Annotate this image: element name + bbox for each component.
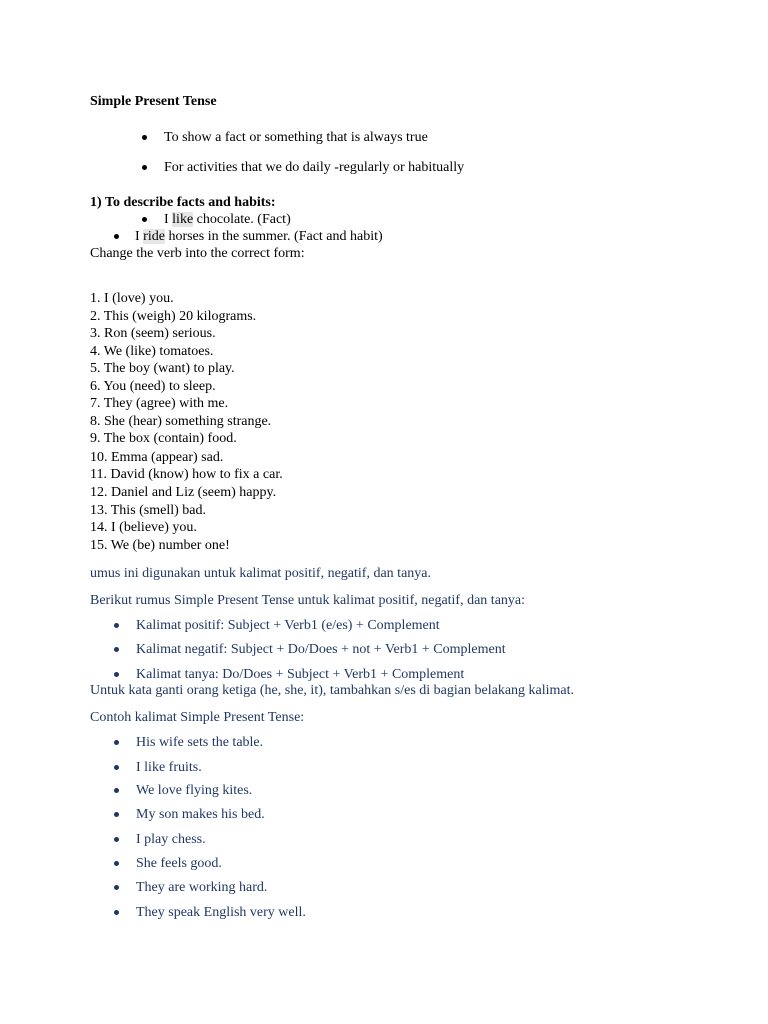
bullet-icon (114, 740, 119, 745)
exercise-item: 2. This (weigh) 20 kilograms. (90, 308, 257, 324)
example-pre: I (164, 212, 173, 227)
exercise-item: 13. This (smell) bad. (90, 502, 207, 518)
example-sentence: We love flying kites. (136, 783, 253, 798)
example-sentence: I play chess. (136, 832, 206, 847)
bullet-icon (114, 788, 119, 793)
bullet-icon (114, 672, 119, 677)
exercise-item: 5. The boy (want) to play. (90, 361, 235, 376)
exercise-item: 14. I (believe) you. (90, 520, 197, 535)
exercise-item: 1. I (love) you. (90, 291, 174, 306)
paragraph: umus ini digunakan untuk kalimat positif, negatif, dan tanya. (90, 566, 431, 581)
exercise-item: 15. We (be) number one! (90, 538, 230, 553)
list-item-text: For activities that we do daily -regularly or habitually (164, 160, 465, 175)
bullet-icon (114, 765, 119, 770)
example-sentence: They are working hard. (136, 880, 268, 895)
formula-text: Kalimat negatif: Subject + Do/Does + not + Verb1 + Complement (136, 642, 506, 657)
example-sentence: His wife sets the table. (136, 735, 264, 750)
bullet-icon (142, 165, 147, 170)
example-sentence: My son makes his bed. (136, 807, 265, 822)
formula-text: Kalimat tanya: Do/Does + Subject + Verb1 + Complement (136, 667, 465, 682)
bullet-icon (114, 861, 119, 866)
bullet-icon (114, 647, 119, 652)
example-sentence (164, 211, 291, 228)
formula-text: Kalimat positif: Subject + Verb1 (e/es) + Complement (136, 618, 440, 633)
bullet-icon (114, 623, 119, 628)
exercise-item: 10. Emma (appear) sad. (90, 449, 224, 465)
example-pre: I (135, 229, 144, 244)
paragraph: Untuk kata ganti orang ketiga (he, she, it), tambahkan s/es di bagian belakang kalimat. (90, 683, 575, 698)
exercise-item: 7. They (agree) with me. (90, 396, 229, 411)
exercise-item: 9. The box (contain) food. (90, 431, 237, 446)
example-post: chocolate. (Fact) (193, 212, 291, 227)
bullet-icon (114, 837, 119, 842)
example-sentence (135, 228, 383, 245)
section-heading: 1) To describe facts and habits: (90, 195, 276, 210)
highlighted-verb: ride (143, 229, 165, 244)
bullet-icon (114, 812, 119, 817)
exercise-item: 8. She (hear) something strange. (90, 413, 272, 429)
example-sentence: I like fruits. (136, 760, 202, 775)
highlighted-verb: like (172, 212, 194, 227)
example-sentence: They speak English very well. (136, 905, 306, 920)
instruction-text: Change the verb into the correct form: (90, 246, 305, 261)
list-item-text: To show a fact or something that is always true (164, 130, 428, 145)
exercise-item: 11. David (know) how to fix a car. (90, 467, 283, 482)
exercise-item: 3. Ron (seem) serious. (90, 326, 216, 341)
exercise-item: 12. Daniel and Liz (seem) happy. (90, 485, 277, 500)
example-sentence: She feels good. (136, 856, 222, 871)
bullet-icon (114, 910, 119, 915)
page-title: Simple Present Tense (90, 94, 217, 109)
bullet-icon (114, 885, 119, 890)
exercise-item: 4. We (like) tomatoes. (90, 343, 214, 359)
bullet-icon (142, 217, 147, 222)
paragraph: Berikut rumus Simple Present Tense untuk kalimat positif, negatif, dan tanya: (90, 593, 526, 608)
exercise-item: 6. You (need) to sleep. (90, 378, 216, 394)
bullet-icon (114, 234, 119, 239)
example-post: horses in the summer. (Fact and habit) (164, 229, 383, 244)
paragraph: Contoh kalimat Simple Present Tense: (90, 710, 305, 725)
bullet-icon (142, 135, 147, 140)
